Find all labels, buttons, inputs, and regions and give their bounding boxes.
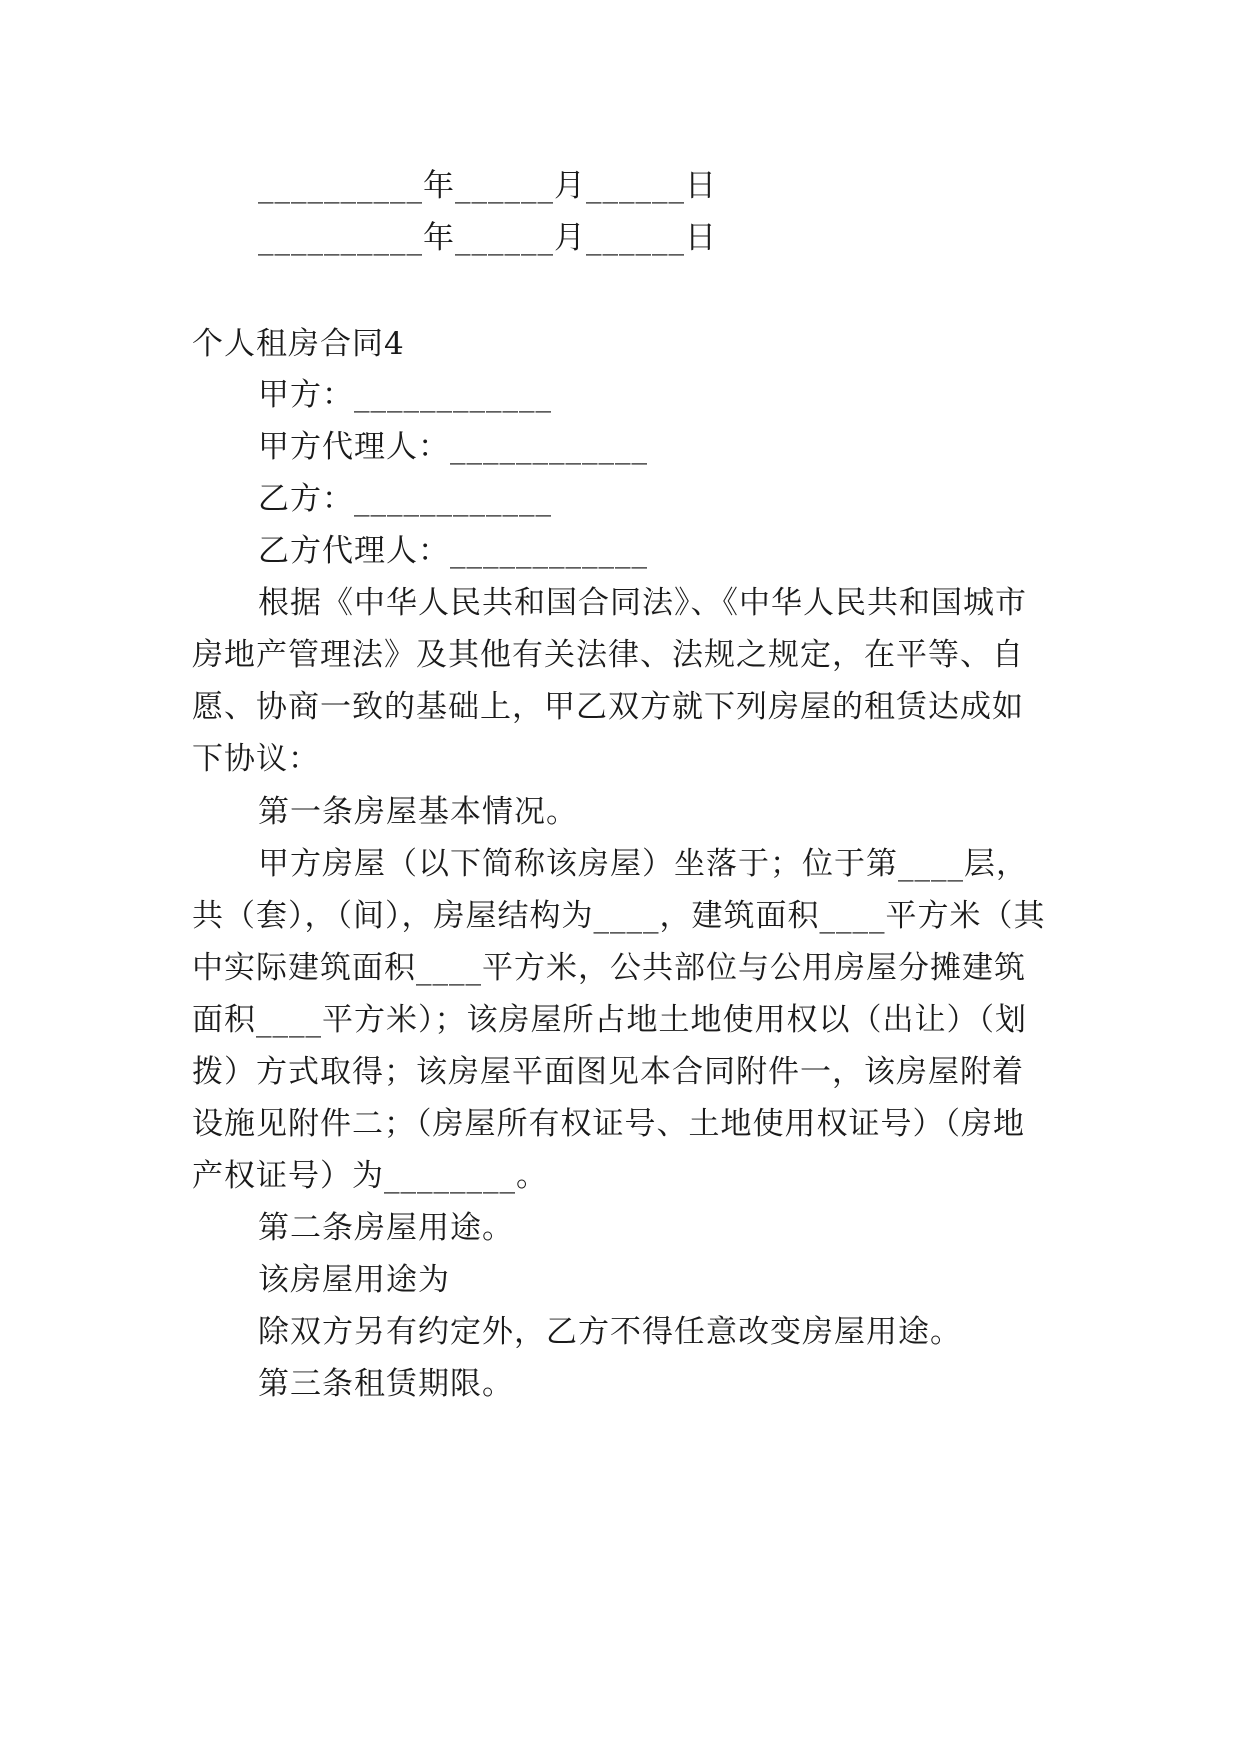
- article-1-line: 共（套），（间），房屋结构为____，建筑面积____平方米（其: [192, 898, 1046, 934]
- article-1-line: 拨）方式取得；该房屋平面图见本合同附件一，该房屋附着: [192, 1054, 1024, 1090]
- article-2-line: 该房屋用途为: [258, 1262, 450, 1298]
- preamble-line: 根据《中华人民共和国合同法》、《中华人民共和国城市: [258, 585, 1027, 621]
- preamble-line: 房地产管理法》及其他有关法律、法规之规定，在平等、自: [192, 637, 1024, 673]
- party-b-field: 乙方：____________: [258, 481, 552, 517]
- contract-title: 个人租房合同4: [192, 326, 405, 362]
- article-2-heading: 第二条房屋用途。: [258, 1210, 514, 1246]
- party-b-agent-field: 乙方代理人：____________: [258, 533, 648, 569]
- signature-date-line: __________年______月______日: [258, 220, 717, 256]
- article-3-heading: 第三条租赁期限。: [258, 1366, 514, 1402]
- article-1-line: 产权证号）为________。: [192, 1158, 548, 1194]
- article-1-line: 设施见附件二；（房屋所有权证号、土地使用权证号）（房地: [192, 1106, 1025, 1142]
- article-1-line: 面积____平方米）；该房屋所占地土地使用权以（出让）（划: [192, 1002, 1027, 1038]
- preamble-line: 下协议：: [192, 741, 320, 777]
- signature-date-line: __________年______月______日: [258, 168, 717, 204]
- article-1-heading: 第一条房屋基本情况。: [258, 794, 578, 830]
- article-1-line: 中实际建筑面积____平方米，公共部位与公用房屋分摊建筑: [192, 950, 1026, 986]
- article-1-line: 甲方房屋（以下简称该房屋）坐落于；位于第____层，: [258, 846, 1028, 882]
- preamble-line: 愿、协商一致的基础上，甲乙双方就下列房屋的租赁达成如: [192, 689, 1024, 725]
- article-2-line: 除双方另有约定外，乙方不得任意改变房屋用途。: [258, 1314, 962, 1350]
- party-a-field: 甲方：____________: [258, 377, 552, 413]
- party-a-agent-field: 甲方代理人：____________: [258, 429, 648, 465]
